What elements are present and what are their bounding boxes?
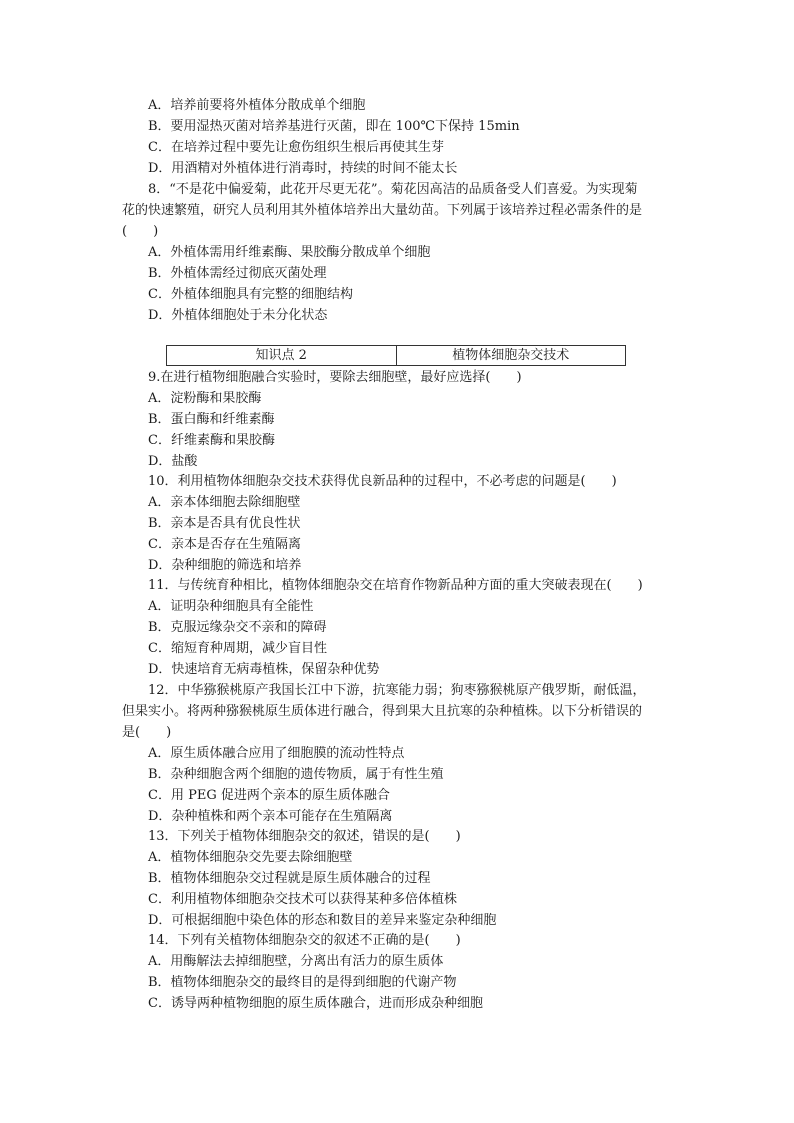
q10-option-b: B．亲本是否具有优良性状 [148, 516, 301, 531]
q14-option-c: C．诱导两种植物细胞的原生质体融合，进而形成杂种细胞 [148, 996, 483, 1011]
q8-option-c: C．外植体细胞具有完整的细胞结构 [148, 287, 353, 302]
q13-stem: 13．下列关于植物体细胞杂交的叙述，错误的是( ) [148, 829, 461, 844]
q9-option-d: D．盐酸 [148, 454, 198, 469]
q11-option-a: A．证明杂种细胞具有全能性 [148, 599, 314, 614]
q8-option-d: D．外植体细胞处于未分化状态 [148, 308, 328, 323]
q13-option-b: B．植物体细胞杂交过程就是原生质体融合的过程 [148, 871, 431, 886]
q8-stem-line3: ( ) [122, 224, 159, 239]
q13-option-d: D．可根据细胞中染色体的形态和数目的差异来鉴定杂种细胞 [148, 913, 497, 928]
q10-option-d: D．杂种细胞的筛选和培养 [148, 558, 302, 573]
q12-option-d: D．杂种植株和两个亲本可能存在生殖隔离 [148, 809, 393, 824]
q8-option-b: B．外植体需经过彻底灭菌处理 [148, 266, 327, 281]
q7-option-b: B．要用湿热灭菌对培养基进行灭菌，即在 100℃下保持 15min [148, 119, 520, 134]
q9-option-a: A．淀粉酶和果胶酶 [148, 391, 262, 406]
q14-stem: 14．下列有关植物体细胞杂交的叙述不正确的是( ) [148, 933, 461, 948]
section-title: 植物体细胞杂交技术 [396, 346, 626, 366]
q12-option-a: A．原生质体融合应用了细胞膜的流动性特点 [148, 746, 405, 761]
q13-option-c: C．利用植物体细胞杂交技术可以获得某种多倍体植株 [148, 892, 457, 907]
q14-option-b: B．植物体细胞杂交的最终目的是得到细胞的代谢产物 [148, 975, 457, 990]
q12-option-c: C．用 PEG 促进两个亲本的原生质体融合 [148, 788, 390, 803]
q9-option-c: C．纤维素酶和果胶酶 [148, 433, 275, 448]
q11-option-c: C．缩短育种周期，减少盲目性 [148, 641, 327, 656]
q13-option-a: A．植物体细胞杂交先要去除细胞壁 [148, 850, 353, 865]
section-label: 知识点 2 [167, 346, 397, 366]
q10-option-a: A．亲本体细胞去除细胞壁 [148, 495, 301, 510]
q12-stem-line3: 是( ) [122, 725, 172, 740]
section-header-table [166, 345, 626, 366]
q7-option-c: C．在培养过程中要先让愈伤组织生根后再使其生芽 [148, 140, 444, 155]
q9-stem: 9.在进行植物细胞融合实验时，要除去细胞壁，最好应选择( ) [148, 370, 522, 385]
q12-stem-line1: 12．中华猕猴桃原产我国长江中下游，抗寒能力弱；狗枣猕猴桃原产俄罗斯，耐低温， [148, 683, 646, 698]
q14-option-a: A．用酶解法去掉细胞壁，分离出有活力的原生质体 [148, 954, 444, 969]
q12-option-b: B．杂种细胞含两个细胞的遗传物质，属于有性生殖 [148, 767, 444, 782]
q11-option-b: B．克服远缘杂交不亲和的障碍 [148, 620, 327, 635]
q7-option-d: D．用酒精对外植体进行消毒时，持续的时间不能太长 [148, 161, 458, 176]
q10-stem: 10．利用植物体细胞杂交技术获得优良新品种的过程中，不必考虑的问题是( ) [148, 474, 617, 489]
q8-stem-line1: 8．“不是花中偏爱菊，此花开尽更无花”。菊花因高洁的品质备受人们喜爱。为实现菊 [148, 182, 638, 197]
q11-option-d: D．快速培育无病毒植株，保留杂种优势 [148, 662, 380, 677]
q10-option-c: C．亲本是否存在生殖隔离 [148, 537, 301, 552]
q7-option-a: A．培养前要将外植体分散成单个细胞 [148, 98, 366, 113]
q8-stem-line2: 花的快速繁殖，研究人员利用其外植体培养出大量幼苗。下列属于该培养过程必需条件的是 [122, 203, 643, 218]
q8-option-a: A．外植体需用纤维素酶、果胶酶分散成单个细胞 [148, 245, 431, 260]
q11-stem: 11．与传统育种相比，植物体细胞杂交在培育作物新品种方面的重大突破表现在( ) [148, 578, 643, 593]
q9-option-b: B．蛋白酶和纤维素酶 [148, 412, 275, 427]
q12-stem-line2: 但果实小。将两种猕猴桃原生质体进行融合，得到果大且抗寒的杂种植株。以下分析错误的 [122, 704, 643, 719]
